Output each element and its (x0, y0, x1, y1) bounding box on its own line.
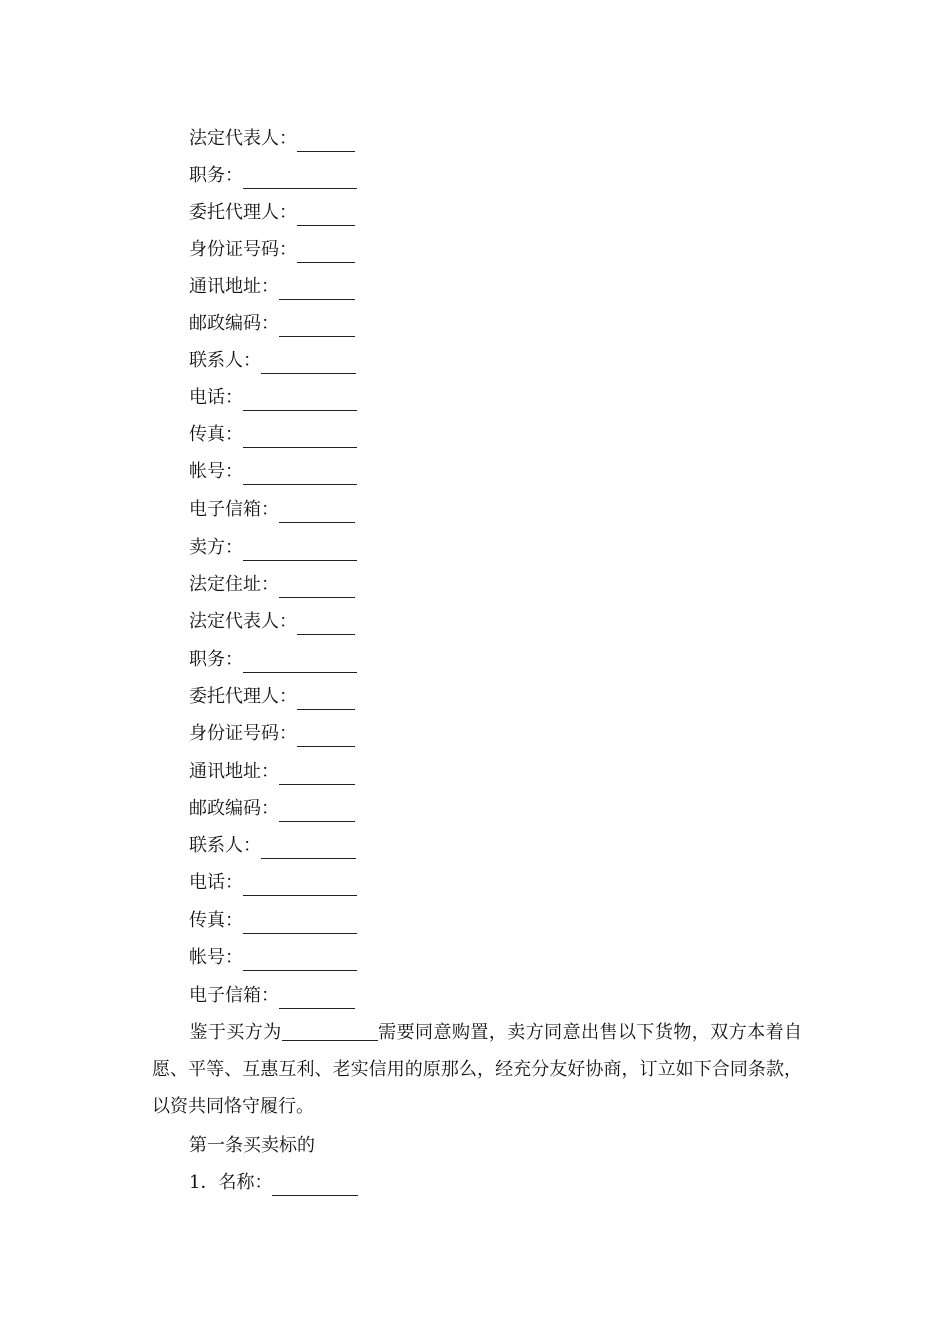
field-label: 帐号： (189, 947, 243, 968)
fill-blank (297, 244, 355, 263)
field-label: 法定代表人： (189, 611, 297, 632)
fill-blank (272, 1177, 358, 1196)
fill-blank (279, 504, 355, 523)
preamble-text-rest: 需要同意购置，卖方同意出售以下货物，双方本着自愿、平等、互惠互利、老实信用的原那么，经充分友好协商，订立如下合同条款，以资共同恪守履行。 (152, 1022, 803, 1117)
field-label: 卖方： (189, 537, 243, 558)
field-label: 法定代表人： (189, 128, 297, 149)
field-label: 职务： (189, 165, 243, 186)
field-label: 帐号： (189, 461, 243, 482)
field-label: 联系人： (189, 835, 261, 856)
fill-blank (279, 766, 355, 785)
seller-email-field (189, 981, 355, 1011)
buyer-account-field (189, 457, 357, 487)
buyer-agent-field (189, 198, 355, 228)
fill-blank (279, 579, 355, 598)
fill-blank (279, 990, 355, 1009)
fill-blank (297, 207, 355, 226)
fill-blank (243, 392, 357, 411)
field-label: 委托代理人： (189, 202, 297, 223)
fill-blank (279, 281, 355, 300)
field-label: 身份证号码： (189, 239, 297, 260)
seller-id-number-field (189, 719, 355, 749)
field-label: 职务： (189, 649, 243, 670)
seller-account-field (189, 943, 357, 973)
buyer-id-number-field (189, 235, 355, 265)
fill-blank (243, 952, 357, 971)
seller-postcode-field (189, 794, 355, 824)
fill-blank (243, 170, 357, 189)
fill-blank (243, 542, 357, 561)
field-label: 邮政编码： (189, 798, 279, 819)
field-label: 法定住址： (189, 574, 279, 595)
fill-blank (297, 133, 355, 152)
field-label: 通讯地址： (189, 276, 279, 297)
fill-blank (279, 803, 355, 822)
seller-legal-address-field (189, 570, 355, 600)
fill-blank (279, 318, 355, 337)
field-label: 电话： (189, 872, 243, 893)
preamble-text-start: 鉴于买方为 (189, 1022, 282, 1043)
fill-blank (297, 616, 355, 635)
field-label: 1．名称： (189, 1172, 273, 1193)
fill-blank (243, 466, 357, 485)
seller-field (189, 533, 357, 563)
seller-agent-field (189, 682, 355, 712)
fill-blank (243, 654, 357, 673)
seller-contact-field (189, 831, 356, 861)
field-label: 通讯地址： (189, 761, 279, 782)
field-label: 电子信箱： (189, 499, 279, 520)
field-label: 委托代理人： (189, 686, 297, 707)
fill-blank (261, 355, 356, 374)
fill-blank (282, 1022, 378, 1041)
seller-fax-field (189, 906, 357, 936)
buyer-contact-field (189, 346, 356, 376)
fill-blank (243, 877, 357, 896)
seller-phone-field (189, 868, 357, 898)
buyer-position-field (189, 161, 357, 191)
fill-blank (243, 429, 357, 448)
buyer-legal-representative-field (189, 124, 355, 154)
article-1-heading: 第一条买卖标的 (189, 1135, 315, 1156)
buyer-fax-field (189, 420, 357, 450)
fill-blank (297, 691, 355, 710)
seller-legal-representative-field (189, 607, 355, 637)
fill-blank (297, 728, 355, 747)
seller-address-field (189, 757, 355, 787)
preamble-paragraph (152, 1014, 802, 1125)
buyer-address-field (189, 272, 355, 302)
field-label: 身份证号码： (189, 723, 297, 744)
field-label: 传真： (189, 424, 243, 445)
fill-blank (243, 915, 357, 934)
buyer-phone-field (189, 383, 357, 413)
field-label: 传真： (189, 910, 243, 931)
field-label: 联系人： (189, 350, 261, 371)
field-label: 电子信箱： (189, 985, 279, 1006)
buyer-email-field (189, 495, 355, 525)
field-label: 邮政编码： (189, 313, 279, 334)
field-label: 电话： (189, 387, 243, 408)
seller-position-field (189, 645, 357, 675)
fill-blank (261, 840, 356, 859)
item-1-name-field (189, 1168, 358, 1198)
buyer-postcode-field (189, 309, 355, 339)
